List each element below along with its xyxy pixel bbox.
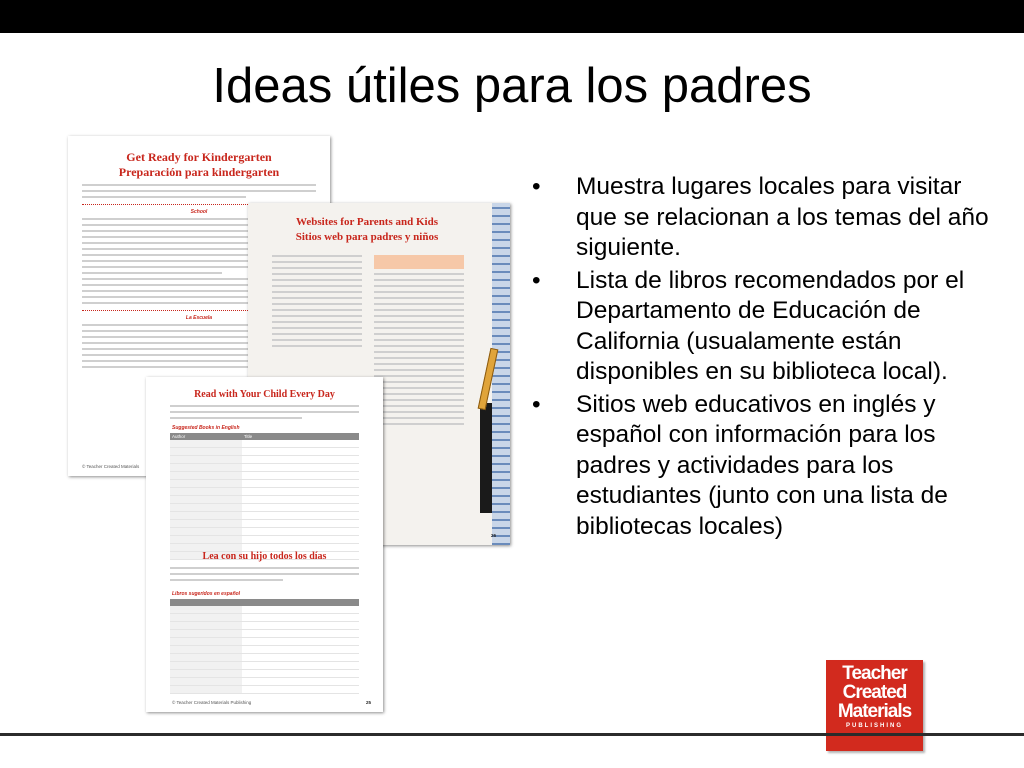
- bullet-text: Lista de libros recomendados por el Departamento de Educación de California (usualamente están disponibles en su biblioteca local).: [576, 266, 965, 385]
- kindergarten-section-escuela: La Escuela: [183, 315, 215, 321]
- reading-footer: © Teacher Created Materials Publishing: [172, 700, 252, 705]
- slide-title: Ideas útiles para los padres: [212, 59, 812, 113]
- websites-page-number: 26: [490, 533, 496, 538]
- reading-col-title: Title: [243, 434, 253, 439]
- bullet-dot-icon: •: [532, 266, 541, 294]
- websites-heading-es: Sitios web para padres y niños: [295, 231, 439, 243]
- bullet-dot-icon: •: [532, 173, 541, 200]
- reading-subhead-en: Suggested Books in English: [172, 425, 240, 431]
- kindergarten-heading-en: Get Ready for Kindergarten: [126, 150, 272, 164]
- reading-page-number: 25: [365, 700, 371, 705]
- bullet-item: [530, 172, 1005, 264]
- kindergarten-heading-es: Preparación para kindergarten: [118, 165, 280, 179]
- bullet-dot-icon: •: [532, 390, 541, 418]
- reading-col-author: Author: [172, 434, 186, 439]
- bottom-rule: [0, 733, 1024, 736]
- bullet-item: [530, 390, 1005, 543]
- logo-publishing: PUBLISHING: [845, 723, 903, 729]
- bullet-list: [530, 172, 1005, 544]
- bullet-text: Muestra lugares locales para visitar que se relacionan a los temas del año siguiente.: [576, 173, 989, 261]
- reading-heading-es: Lea con su hijo todos los días: [202, 551, 327, 562]
- kindergarten-section-school: School: [188, 209, 211, 215]
- logo-line-3: Materials: [837, 701, 912, 722]
- notebook-edge-icon: [492, 203, 510, 545]
- bullet-text: Sitios web educativos en inglés y español con información para los padres y actividades para los estudiantes (junto con una lista de bibliotecas locales): [576, 390, 948, 540]
- top-bar: [0, 0, 1024, 33]
- bullet-item: [530, 266, 1005, 388]
- thumbnail-reading-page: [146, 377, 383, 712]
- websites-heading-en: Websites for Parents and Kids: [296, 216, 438, 228]
- teacher-created-materials-logo: [826, 660, 923, 751]
- reading-subhead-es: Libros sugeridos en español: [172, 591, 241, 597]
- kindergarten-footer: © Teacher Created Materials: [82, 464, 140, 469]
- logo-line-2: Created: [842, 682, 907, 703]
- logo-line-1: Teacher: [842, 663, 907, 684]
- reading-heading-en: Read with Your Child Every Day: [194, 389, 335, 400]
